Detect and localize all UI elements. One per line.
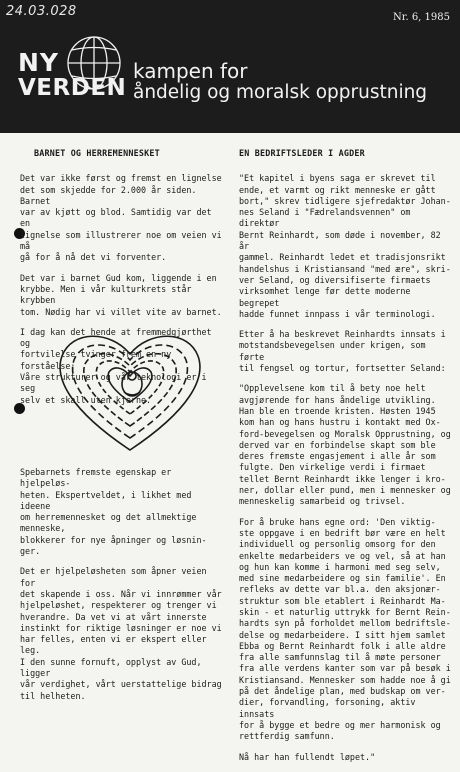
right-paragraph-1: "Et kapitel i byens saga er skrevet til ende, et varmt og rikt menneske er gått bort," skrev tidligere sjefredaktør Johan- nes Seland i "Fædrelandsvennen" om direktør Bernt Reinhardt, som døde i november, 82 år gammel. Reinhardt ledet et tradisjonsrikt handelshus i Kristiansand "med ære", skri- ver Seland, og diversifiserte firmaets virksomhet lenge før dette moderne begrepet hadde funnet innpass i vår terminologi. <box>239 173 451 319</box>
tagline-line-2: åndelig og moralsk opprustning <box>133 82 428 103</box>
right-paragraph-3: "Opplevelsene kom til å bety noe helt avgjørende for hans åndelige utvikling. Han ble en troende kristen. Høsten 1945 kom han og hans hustru i kontakt med Ox- ford-bevegelsen og Moralsk Opprustning, og derved var en forbindelse skapt som ble deres fremste engasjement i alle år som fulgte. Den virkelige verdi i firmaet tellet Bernt Reinhardt ikke lenger i kro- ner, dollar eller pund, men i mennesker og menneskelig samarbeid og trivsel. <box>239 383 451 507</box>
issue-number: Nr. 6, 1985 <box>393 12 450 23</box>
logo-wordmark-bottom: VERDEN <box>18 75 127 101</box>
masthead <box>0 0 460 133</box>
left-paragraph-2: Det var i barnet Gud kom, liggende i en krybbe. Men i vår kulturkrets står krybben tom. Nødig har vi villet vite av barnet. <box>20 272 222 317</box>
left-paragraph-5: Det er hjelpeløsheten som åpner veien for det skapende i oss. Når vi innrømmer vår hjelpeløshet, respekterer og trenger vi hverandre. Da vet vi at vårt innerste instinkt for riktige løsninger er noe vi har felles, enten vi er ekspert eller leg. I den sunne fornuft, opplyst av Gud, ligger vår verdighet, vårt uerstattelige bidrag til helheten. <box>20 566 222 701</box>
archive-stamp: 24.03.028 <box>6 4 77 19</box>
tagline-line-1: kampen for <box>133 59 248 83</box>
left-article-headline: BARNET OG HERREMENNESKET <box>34 148 160 158</box>
right-paragraph-2: Etter å ha beskrevet Reinhardts innsats i motstandsbevegelsen under krigen, som førte til fengsel og tortur, fortsetter Seland: <box>239 329 446 374</box>
heart-manger-illustration <box>50 326 210 456</box>
right-article-headline: EN BEDRIFTSLEDER I AGDER <box>239 148 365 158</box>
left-paragraph-4: Spebarnets fremste egenskap er hjelpeløs- heten. Ekspertveldet, i likhet med ideene om herremennesket og det allmektige menneske, blokkerer for nye åpninger og løsnin- ger. <box>20 467 207 557</box>
right-column <box>239 148 453 772</box>
left-column-continued <box>20 467 226 711</box>
right-paragraph-5: Nå har han fullendt løpet." <box>239 751 376 762</box>
logo-wordmark-top: NY <box>18 48 60 77</box>
right-paragraph-4: For å bruke hans egne ord: 'Den viktig- ste oppgave i en bedrift bør være en helt individuell og personlig omsorg for den enkelte medarbeiders ve og vel, så at han og hun kan komme i harmoni med seg selv, med sine medarbeidere og sin familie'. En refleks av dette var bl.a. den aksjonær- struktur som ble etablert i Reinhardt Ma- skin - et naturlig uttrykk for Bernt Rein- hardts syn på forholdet mellom bedriftsle- delse og medarbeidere. I sitt hjem samlet Ebba og Bernt Reinhardt folk i alle aldre fra alle samfunnslag til å møte personer fra alle verdens kanter som var på besøk i Kristiansand. Mennesker som hadde noe å gi på det åndelige plan, med budskap om ver- dier, forvandling, forsoning, aktiv innsats for å bygge et bedre og mer harmonisk og rettferdig samfunn. <box>239 516 451 742</box>
left-paragraph-1: Det var ikke først og fremst en lignelse det som skjedde for 2.000 år siden. Barnet var av kjøtt og blod. Samtidig var det en lignelse som illustrerer noe om veien vi må gå for å nå det vi forventer. <box>20 173 222 263</box>
left-paragraph-3: I dag kan det hende at fremmedgjørthet og fortvilelse tvinger frem en ny forståelse: Våre strukturer og vår teknologi er i seg selv et skall uten kjerne. <box>20 326 212 405</box>
